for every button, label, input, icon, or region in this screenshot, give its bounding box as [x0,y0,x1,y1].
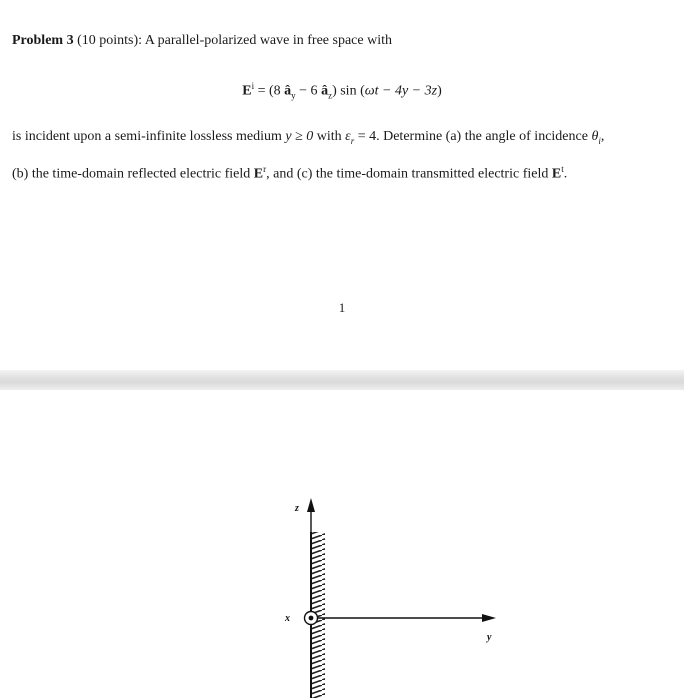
text-line-2 [12,164,567,183]
incident-field-equation [0,81,684,100]
theta-symbol: θ [591,129,599,144]
page-number: 1 [338,300,346,315]
problem-points: (10 points): [77,33,143,48]
x-axis-label: x [285,613,290,624]
text-2b: , and (c) the time-domain transmitted electric field [266,166,552,182]
incident-field-symbol: E [242,83,252,99]
epsilon-symbol: ε [345,129,351,144]
transmitted-field-symbol: E [551,166,562,182]
eq-argument: ωt − 4y − 3z [364,83,438,99]
x-axis-dot-icon [309,616,314,621]
unit-vector-y: â [284,83,292,99]
text-1a: is incident upon a semi-infinite lossless medium [12,129,286,144]
z-axis-arrow-icon [307,498,315,512]
z-axis-label: z [295,503,299,514]
text-2a: (b) the time-domain reflected electric field [12,166,254,182]
problem-label: Problem 3 [12,33,74,48]
unit-vector-z-sub: z [328,90,333,101]
y-axis-arrow-icon [482,614,496,622]
reflected-field-symbol: E [253,166,264,182]
text-2c: . [563,166,568,182]
problem-intro: A parallel-polarized wave in free space with [144,33,392,48]
text-1b: with [313,129,346,144]
incident-sup: i [251,81,255,91]
unit-vector-z: â [321,83,329,99]
y-axis-label: y [487,632,492,643]
medium-condition: y ≥ 0 [285,129,314,144]
text-1c: = 4. Determine (a) the angle of incidence [354,129,592,144]
page-two [0,390,684,700]
eq-equals: = (8 [254,83,285,99]
theta-sub: i [598,135,601,146]
eq-close: ) [437,83,442,99]
text-line-1 [12,129,604,146]
text-1d: , [600,129,605,144]
page-separator [0,370,684,390]
reflected-sup: r [263,164,267,174]
unit-vector-y-sub: y [291,90,296,101]
epsilon-sub: r [350,135,355,146]
geometry-diagram [0,390,684,700]
problem-statement [12,33,392,49]
eq-minus: − 6 [295,83,322,99]
transmitted-sup: t [561,164,564,174]
eq-sin: ) sin ( [332,83,365,99]
